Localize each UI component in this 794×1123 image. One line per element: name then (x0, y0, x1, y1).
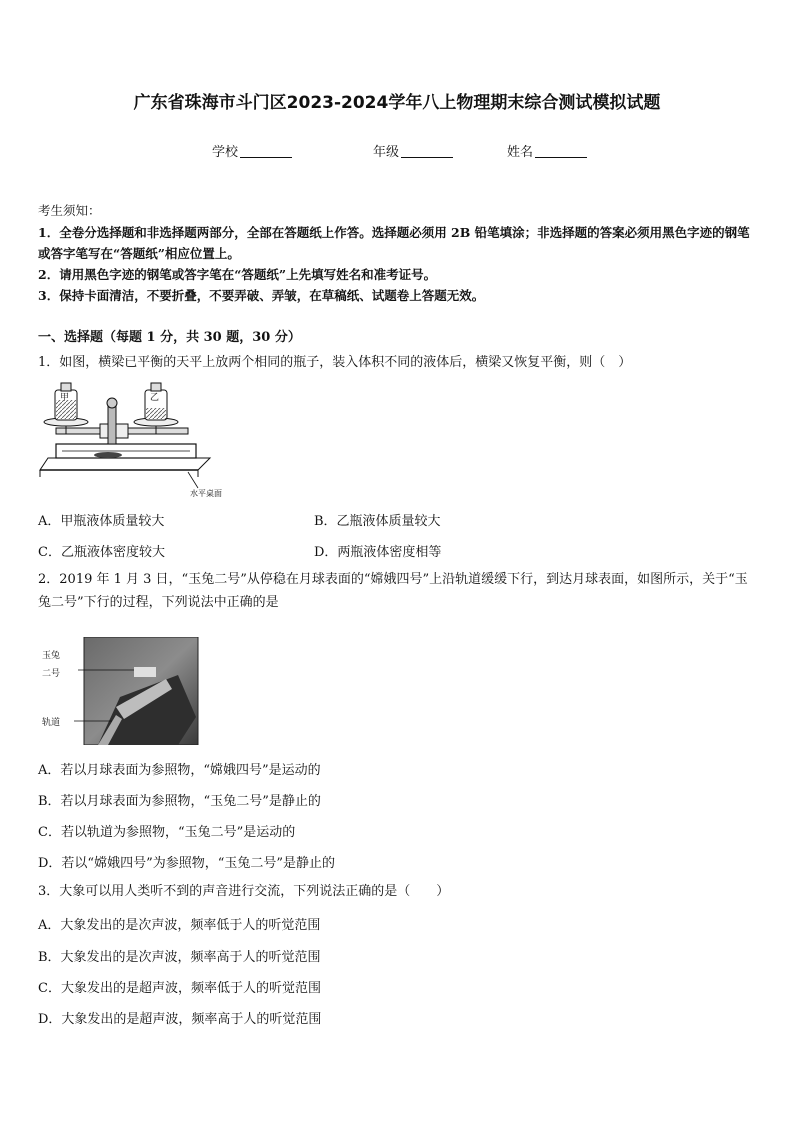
name-blank[interactable] (535, 144, 587, 158)
q1-option-a[interactable]: A．甲瓶液体质量较大 (38, 514, 165, 529)
q2-option-a[interactable]: A．若以月球表面为参照物，“嫦娥四号”是运动的 (38, 763, 321, 778)
bottle-jia-label: 甲 (60, 393, 70, 403)
question-3-stem: 3．大象可以用人类听不到的声音进行交流，下列说法正确的是（ ） (38, 884, 450, 899)
q2-option-b[interactable]: B．若以月球表面为参照物，“玉兔二号”是静止的 (38, 794, 321, 809)
q3-option-b[interactable]: B．大象发出的是次声波，频率高于人的听觉范围 (38, 950, 321, 965)
notice-item: 1．全卷分选择题和非选择题两部分，全部在答题纸上作答。选择题必须用 2B 铅笔填涂；非选择题的答案必须用黑色字迹的钢笔或答字笔写在“答题纸”相应位置上。 (38, 225, 750, 261)
rover-figure (38, 637, 200, 745)
grade-field (373, 141, 453, 160)
rover-label-line2: 二号 (42, 669, 61, 679)
name-label: 姓名 (507, 145, 534, 160)
grade-blank[interactable] (401, 144, 453, 158)
school-field (212, 141, 292, 160)
school-blank[interactable] (240, 144, 292, 158)
q1-option-b[interactable]: B．乙瓶液体质量较大 (314, 514, 441, 529)
name-field (507, 141, 587, 160)
notice-heading: 考生须知： (38, 203, 101, 218)
school-label: 学校 (212, 145, 239, 160)
notice-item: 3．保持卡面清洁，不要折叠，不要弄破、弄皱，在草稿纸、试题卷上答题无效。 (38, 288, 485, 303)
q3-option-d[interactable]: D．大象发出的是超声波，频率高于人的听觉范围 (38, 1012, 322, 1027)
q1-option-c[interactable]: C．乙瓶液体密度较大 (38, 545, 165, 560)
q1-option-d[interactable]: D．两瓶液体密度相等 (314, 545, 442, 560)
exam-title: 广东省珠海市斗门区2023-2024学年八上物理期末综合测试模拟试题 (133, 93, 661, 113)
balance-figure (38, 378, 238, 498)
rover-label-line1: 玉兔 (42, 651, 61, 661)
grade-label: 年级 (373, 145, 400, 160)
notice-list (38, 222, 760, 306)
table-label: 水平桌面 (190, 489, 222, 498)
question-1-stem: 1．如图，横梁已平衡的天平上放两个相同的瓶子，装入体积不同的液体后，横梁又恢复平衡，则（ ） (38, 355, 632, 370)
q2-option-c[interactable]: C．若以轨道为参照物，“玉兔二号”是运动的 (38, 825, 296, 840)
notice-item: 2．请用黑色字迹的钢笔或答字笔在“答题纸”上先填写姓名和准考证号。 (38, 267, 437, 282)
q3-option-c[interactable]: C．大象发出的是超声波，频率低于人的听觉范围 (38, 981, 321, 996)
rover-label (42, 647, 60, 683)
q2-option-d[interactable]: D．若以“嫦娥四号”为参照物，“玉兔二号”是静止的 (38, 856, 336, 871)
question-2-stem: 2．2019 年 1 月 3 日，“玉兔二号”从停稳在月球表面的“嫦娥四号”上沿轨道缓缓下行，到达月球表面，如图所示，关于“玉兔二号”下行的过程，下列说法中正确的是 (38, 572, 748, 610)
rover-photo (38, 637, 200, 745)
q3-option-a[interactable]: A．大象发出的是次声波，频率低于人的听觉范围 (38, 918, 321, 933)
track-label: 轨道 (42, 718, 61, 728)
section-heading: 一、选择题（每题 1 分，共 30 题，30 分） (38, 330, 301, 345)
bottle-yi-label: 乙 (150, 393, 160, 403)
